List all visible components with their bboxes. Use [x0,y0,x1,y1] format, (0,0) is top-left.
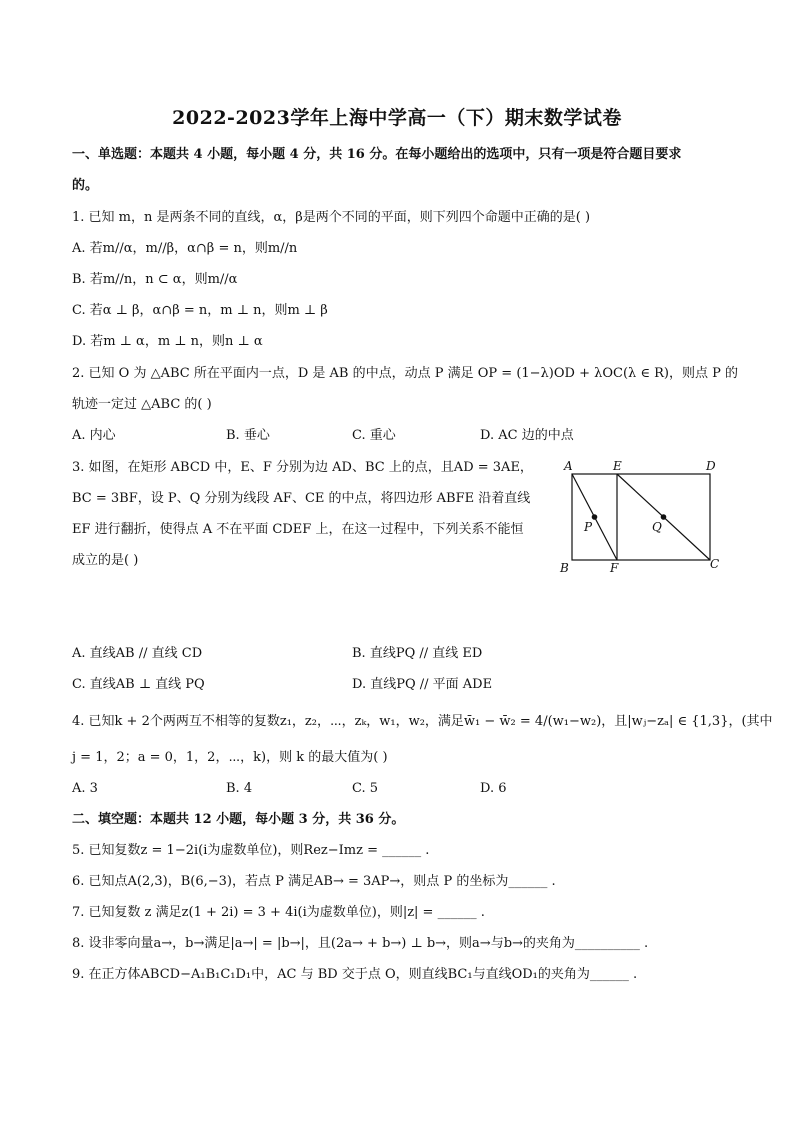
label-q: Q [652,520,662,534]
section1-heading: 一、单选题：本题共 4 小题，每小题 4 分，共 16 分。在每小题给出的选项中，只有一项是符合题目要求 [72,147,682,162]
section1-heading-cont: 的。 [72,178,99,193]
q4-stem: 4. 已知k + 2个两两互不相等的复数z₁，z₂，⋯，zₖ，w₁，w₂，满足w̄₁ − w̄₂ = 4/(w₁−w₂)，且|wⱼ−zₐ| ∈ {1,3}，(其中 [72,714,773,729]
label-b: B [560,561,569,575]
q2-stem: 2. 已知 O 为 △ABC 所在平面内一点，D 是 AB 的中点，动点 P 满足 OP = (1−λ)OD + λOC(λ ∈ R)，则点 P 的 [72,366,739,381]
q4-option-c: C. 5 [352,781,379,796]
label-p: P [584,520,593,534]
q4-option-a: A. 3 [72,781,98,796]
point-p [592,514,598,520]
label-f: F [610,561,619,575]
q2-option-a: A. 内心 [72,428,116,443]
q8-text: 8. 设非零向量a→，b→满足|a→| = |b→|，且(2a→ + b→) ⊥ b→，则a→与b→的夹角为__________ . [72,936,649,951]
point-q [661,514,667,520]
q3-line-4: 成立的是( ) [72,553,139,568]
q1-option-c: C. 若α ⊥ β，α∩β = n，m ⊥ n，则m ⊥ β [72,303,328,318]
q3-option-c: C. 直线AB ⊥ 直线 PQ [72,677,205,692]
q1-option-b: B. 若m//n，n ⊂ α，则m//α [72,272,238,287]
q3-option-b: B. 直线PQ // 直线 ED [352,646,483,661]
q5-text: 5. 已知复数z = 1−2i(i为虚数单位)，则Rez−Imz = ______ . [72,843,430,858]
q3-line-1: 3. 如图，在矩形 ABCD 中，E、F 分别为边 AD、BC 上的点，且AD = 3AE， [72,460,533,475]
q1-option-a: A. 若m//α，m//β，α∩β = n，则m//n [72,241,298,256]
label-e: E [613,459,622,473]
q2-option-b: B. 垂心 [226,428,270,443]
q4-stem-cont: j = 1，2；a = 0，1，2，⋯，k)，则 k 的最大值为( ) [72,750,388,765]
section2-heading: 二、填空题：本题共 12 小题，每小题 3 分，共 36 分。 [72,812,405,827]
q1-stem: 1. 已知 m，n 是两条不同的直线，α，β是两个不同的平面，则下列四个命题中正确的是( ) [72,210,591,225]
q2-option-d: D. AC 边的中点 [480,428,574,443]
q3-option-d: D. 直线PQ // 平面 ADE [352,677,493,692]
q7-text: 7. 已知复数 z 满足z(1 + 2i) = 3 + 4i(i为虚数单位)，则|z| = ______ . [72,905,485,920]
q2-stem-cont: 轨迹一定过 △ABC 的( ) [72,397,212,412]
q1-option-d: D. 若m ⊥ α，m ⊥ n，则n ⊥ α [72,334,263,349]
rectangle-fold-figure [556,456,724,576]
q2-option-c: C. 重心 [352,428,396,443]
label-d: D [706,459,716,473]
q3-option-a: A. 直线AB // 直线 CD [72,646,203,661]
figure-svg [556,456,724,576]
q3-line-3: EF 进行翻折，使得点 A 不在平面 CDEF 上，在这一过程中，下列关系不能恒 [72,522,524,537]
q4-option-b: B. 4 [226,781,253,796]
exam-title: 2022-2023学年上海中学高一（下）期末数学试卷 [172,107,622,129]
q3-line-2: BC = 3BF，设 P、Q 分别为线段 AF、CE 的中点，将四边形 ABFE 沿着直线 [72,491,531,506]
q4-option-d: D. 6 [480,781,507,796]
q9-text: 9. 在正方体ABCD−A₁B₁C₁D₁中，AC 与 BD 交于点 O，则直线BC₁与直线OD₁的夹角为______ . [72,967,638,982]
label-c: C [710,557,720,571]
q6-text: 6. 已知点A(2,3)，B(6,−3)，若点 P 满足AB→ = 3AP→，则点 P 的坐标为______ . [72,874,556,889]
label-a: A [564,459,573,473]
